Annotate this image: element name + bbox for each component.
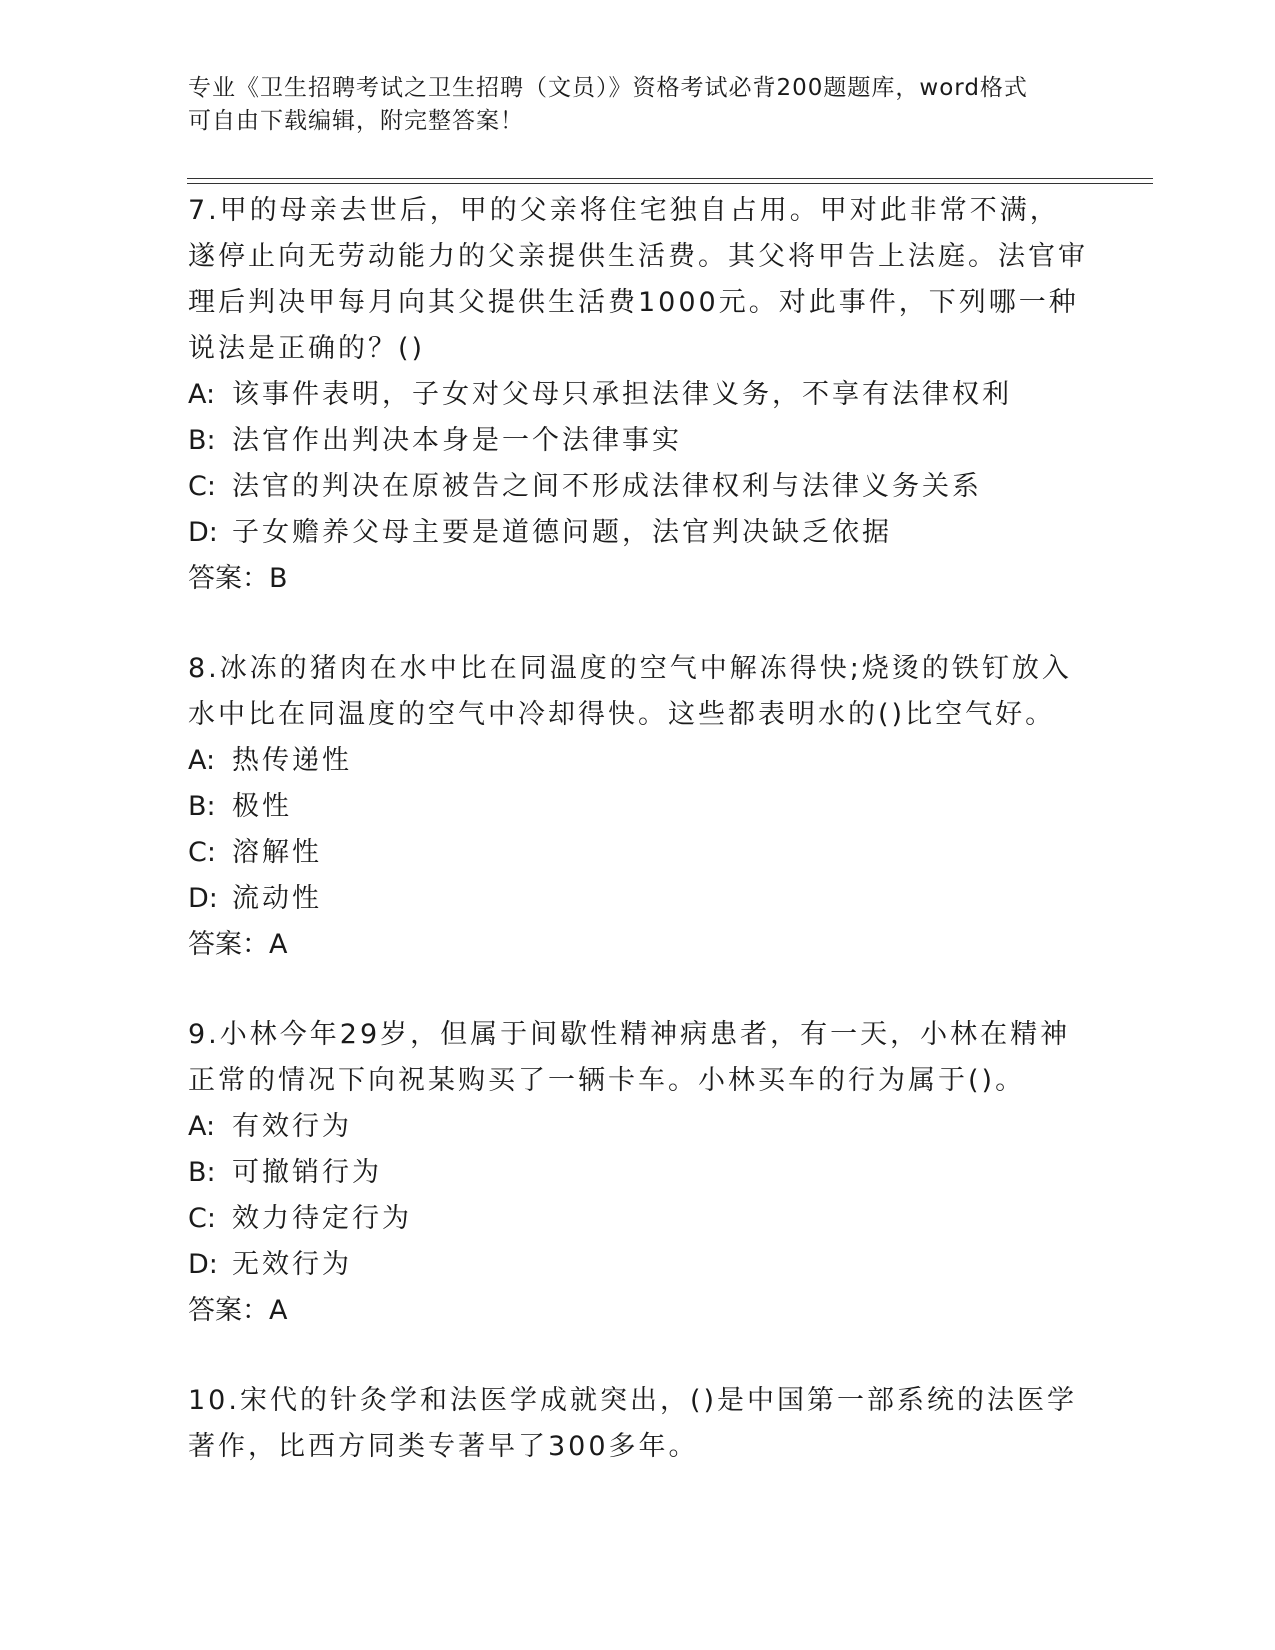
option-c bbox=[188, 464, 1088, 510]
question-text: 7.甲的母亲去世后，甲的父亲将住宅独自占用。甲对此非常不满，遂停止向无劳动能力的父亲提供生活费。其父将甲告上法庭。法官审理后判决甲每月向其父提供生活费1000元。对此事件，下列哪一种说法是正确的？() bbox=[188, 195, 1088, 364]
header-line-2: 可自由下载编辑，附完整答案！ bbox=[188, 108, 524, 134]
option-d bbox=[188, 876, 1088, 922]
option-text: 极性 bbox=[232, 791, 292, 822]
option-text: 法官的判决在原被告之间不形成法律权利与法律义务关系 bbox=[232, 471, 982, 502]
option-b bbox=[188, 418, 1088, 464]
option-c bbox=[188, 1196, 1088, 1242]
option-a bbox=[188, 372, 1088, 418]
question-10 bbox=[188, 1378, 1088, 1470]
answer-text: 答案：A bbox=[188, 1295, 288, 1326]
option-d bbox=[188, 1242, 1088, 1288]
option-text: 法官作出判决本身是一个法律事实 bbox=[232, 425, 682, 456]
question-text: 8.冰冻的猪肉在水中比在同温度的空气中解冻得快;烧烫的铁钉放入水中比在同温度的空气中冷却得快。这些都表明水的()比空气好。 bbox=[188, 653, 1072, 730]
option-d bbox=[188, 510, 1088, 556]
option-text: 溶解性 bbox=[232, 837, 322, 868]
option-label: C: bbox=[188, 1203, 216, 1234]
option-text: 无效行为 bbox=[232, 1249, 352, 1280]
option-label: A: bbox=[188, 379, 216, 410]
option-label: D: bbox=[188, 1249, 218, 1280]
option-label: B: bbox=[188, 791, 216, 822]
option-label: A: bbox=[188, 1111, 216, 1142]
question-list bbox=[188, 188, 1088, 1514]
header-divider-bottom bbox=[187, 183, 1153, 184]
option-text: 流动性 bbox=[232, 883, 322, 914]
option-b bbox=[188, 1150, 1088, 1196]
option-label: B: bbox=[188, 425, 216, 456]
option-label: D: bbox=[188, 517, 218, 548]
option-text: 效力待定行为 bbox=[232, 1203, 412, 1234]
option-text: 该事件表明，子女对父母只承担法律义务，不享有法律权利 bbox=[232, 379, 1012, 410]
question-text: 9.小林今年29岁，但属于间歇性精神病患者，有一天，小林在精神正常的情况下向祝某购买了一辆卡车。小林买车的行为属于()。 bbox=[188, 1019, 1071, 1096]
option-text: 子女赡养父母主要是道德问题，法官判决缺乏依据 bbox=[232, 517, 892, 548]
option-b bbox=[188, 784, 1088, 830]
option-text: 可撤销行为 bbox=[232, 1157, 382, 1188]
document-header bbox=[188, 72, 1088, 138]
option-label: B: bbox=[188, 1157, 216, 1188]
option-text: 有效行为 bbox=[232, 1111, 352, 1142]
header-line-1: 专业《卫生招聘考试之卫生招聘（文员）》资格考试必背200题题库，word格式 bbox=[188, 75, 1028, 101]
option-label: C: bbox=[188, 471, 216, 502]
option-text: 热传递性 bbox=[232, 745, 352, 776]
question-text: 10.宋代的针灸学和法医学成就突出，()是中国第一部系统的法医学著作，比西方同类专著早了300多年。 bbox=[188, 1385, 1078, 1462]
question-7 bbox=[188, 188, 1088, 602]
answer-text: 答案：B bbox=[188, 563, 288, 594]
option-label: D: bbox=[188, 883, 218, 914]
option-c bbox=[188, 830, 1088, 876]
option-a bbox=[188, 738, 1088, 784]
option-a bbox=[188, 1104, 1088, 1150]
question-8 bbox=[188, 646, 1088, 968]
header-divider-top bbox=[187, 178, 1153, 179]
answer-text: 答案：A bbox=[188, 929, 288, 960]
question-9 bbox=[188, 1012, 1088, 1334]
option-label: C: bbox=[188, 837, 216, 868]
option-label: A: bbox=[188, 745, 216, 776]
